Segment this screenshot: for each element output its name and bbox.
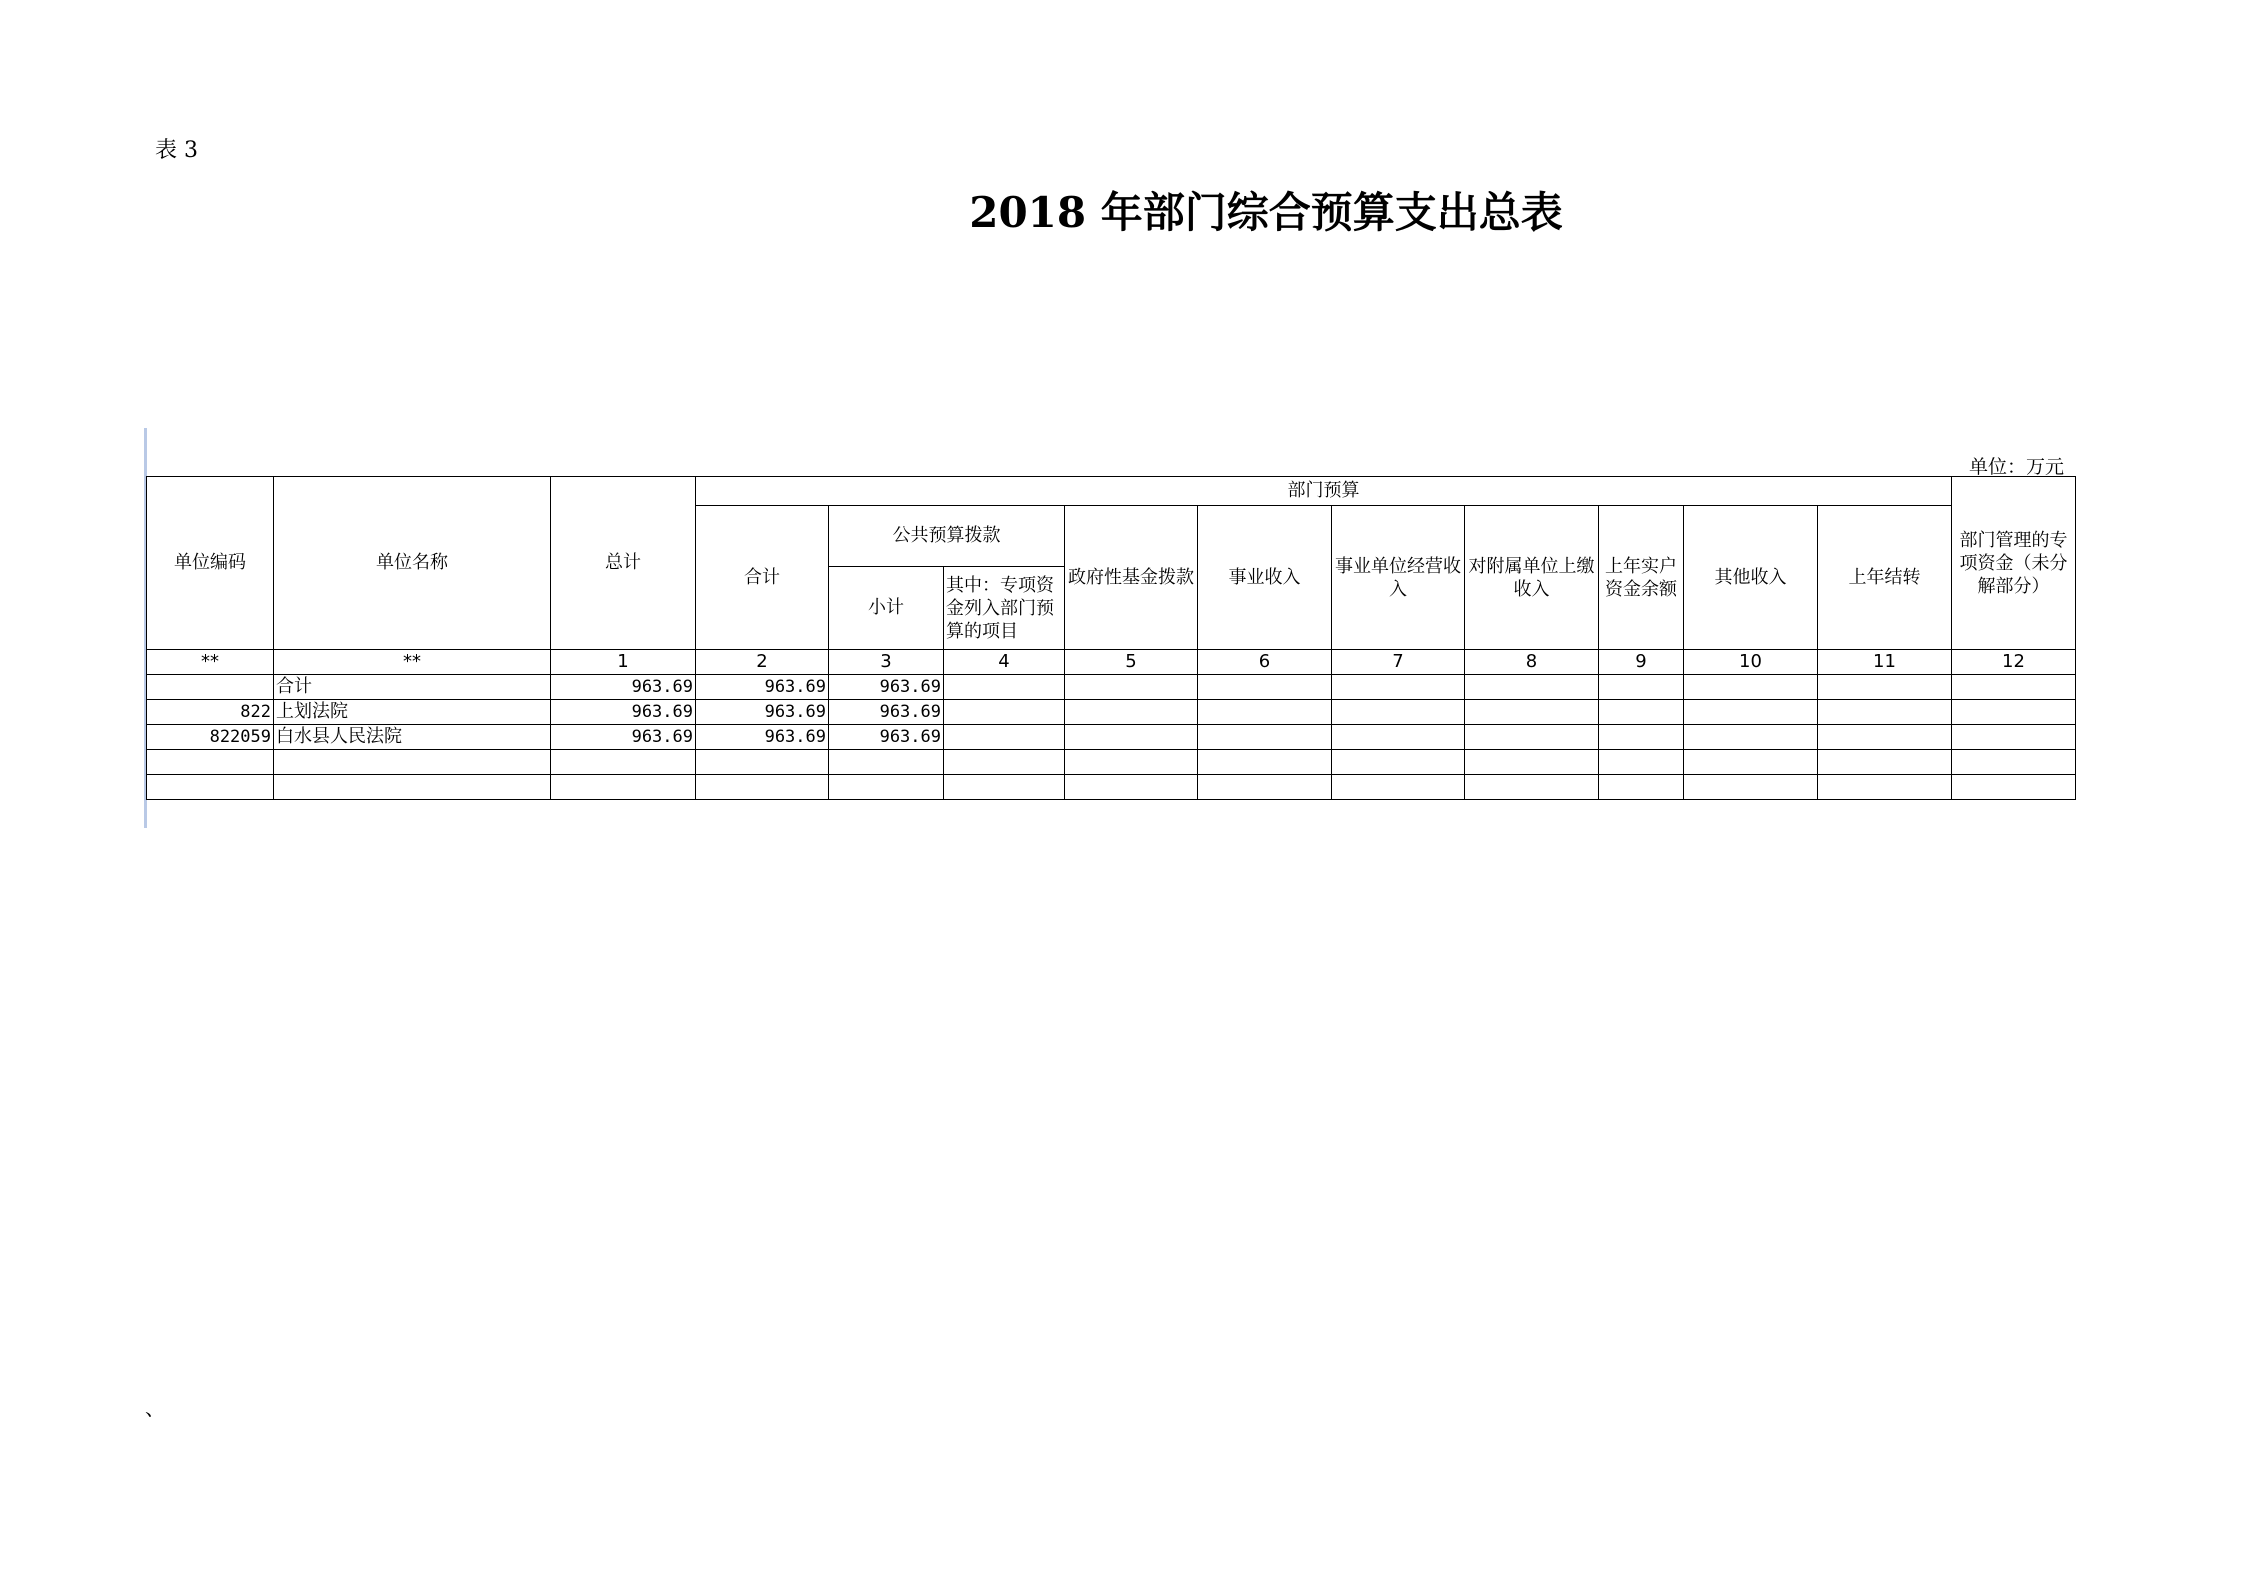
index-cell: 6 <box>1198 650 1332 675</box>
header-public-subtotal: 小计 <box>829 567 944 650</box>
index-cell: 5 <box>1065 650 1198 675</box>
index-cell: 9 <box>1599 650 1684 675</box>
header-affiliated-income: 对附属单位上缴收入 <box>1465 506 1599 650</box>
header-business-income: 事业收入 <box>1198 506 1332 650</box>
cell-empty <box>1198 725 1332 750</box>
cell-empty <box>1465 700 1599 725</box>
cell-empty <box>1952 725 2076 750</box>
cell-empty <box>1065 700 1198 725</box>
cell-empty <box>944 700 1065 725</box>
cell-empty <box>1599 675 1684 700</box>
header-public-special: 其中：专项资金列入部门预算的项目 <box>944 567 1065 650</box>
unit-label: 单位：万元 <box>1968 456 2064 478</box>
cell-empty <box>1332 725 1465 750</box>
index-cell: 4 <box>944 650 1065 675</box>
cell-unit-code <box>147 675 274 700</box>
cell-public-subtotal: 963.69 <box>829 675 944 700</box>
index-cell: ** <box>274 650 551 675</box>
header-unit-code: 单位编码 <box>147 477 274 650</box>
table-row <box>147 675 2076 700</box>
index-cell: ** <box>147 650 274 675</box>
cell-empty <box>1818 725 1952 750</box>
cell-unit-code: 822059 <box>147 725 274 750</box>
cell-empty <box>1332 700 1465 725</box>
cell-unit-name: 合计 <box>274 675 551 700</box>
cell-public-subtotal: 963.69 <box>829 700 944 725</box>
header-public-budget: 公共预算拨款 <box>829 506 1065 567</box>
page-title: 2018 年部门综合预算支出总表 <box>969 188 1563 237</box>
header-unit-name: 单位名称 <box>274 477 551 650</box>
cell-empty <box>1684 675 1818 700</box>
cell-total: 963.69 <box>551 675 696 700</box>
table-row <box>147 700 2076 725</box>
index-cell: 12 <box>1952 650 2076 675</box>
index-cell: 7 <box>1332 650 1465 675</box>
cell-empty <box>1599 725 1684 750</box>
table-number-label: 表 3 <box>155 138 198 163</box>
cell-empty <box>944 725 1065 750</box>
header-row-1 <box>147 477 2076 506</box>
header-other-income: 其他收入 <box>1684 506 1818 650</box>
index-cell: 3 <box>829 650 944 675</box>
cell-empty <box>1818 700 1952 725</box>
cell-empty <box>1684 700 1818 725</box>
column-index-row <box>147 650 2076 675</box>
index-cell: 11 <box>1818 650 1952 675</box>
table-row-empty <box>147 775 2076 800</box>
cell-empty <box>1952 675 2076 700</box>
header-subtotal-all: 合计 <box>696 506 829 650</box>
cell-unit-name: 白水县人民法院 <box>274 725 551 750</box>
cell-empty <box>1818 675 1952 700</box>
cell-empty <box>1599 700 1684 725</box>
budget-expenditure-table <box>146 476 2076 800</box>
header-dept-special-funds: 部门管理的专项资金（未分解部分） <box>1952 477 2076 650</box>
index-cell: 10 <box>1684 650 1818 675</box>
header-last-year-carryover: 上年结转 <box>1818 506 1952 650</box>
cell-empty <box>1465 725 1599 750</box>
cell-unit-name: 上划法院 <box>274 700 551 725</box>
cell-empty <box>1465 675 1599 700</box>
table-row <box>147 725 2076 750</box>
table-row-empty <box>147 750 2076 775</box>
cell-empty <box>1065 725 1198 750</box>
cell-subtotal: 963.69 <box>696 700 829 725</box>
index-cell: 2 <box>696 650 829 675</box>
cell-total: 963.69 <box>551 725 696 750</box>
cell-subtotal: 963.69 <box>696 675 829 700</box>
cell-empty <box>1332 675 1465 700</box>
index-cell: 1 <box>551 650 696 675</box>
cell-empty <box>1952 700 2076 725</box>
header-gov-fund: 政府性基金拨款 <box>1065 506 1198 650</box>
cell-empty <box>1198 675 1332 700</box>
cell-empty <box>1198 700 1332 725</box>
header-last-year-balance: 上年实户资金余额 <box>1599 506 1684 650</box>
index-cell: 8 <box>1465 650 1599 675</box>
footnote-mark: 、 <box>145 1396 165 1420</box>
cell-public-subtotal: 963.69 <box>829 725 944 750</box>
header-business-operation: 事业单位经营收入 <box>1332 506 1465 650</box>
header-dept-budget: 部门预算 <box>696 477 1952 506</box>
cell-empty <box>1684 725 1818 750</box>
cell-empty <box>944 675 1065 700</box>
cell-total: 963.69 <box>551 700 696 725</box>
cell-empty <box>1065 675 1198 700</box>
cell-unit-code: 822 <box>147 700 274 725</box>
header-total: 总计 <box>551 477 696 650</box>
cell-subtotal: 963.69 <box>696 725 829 750</box>
